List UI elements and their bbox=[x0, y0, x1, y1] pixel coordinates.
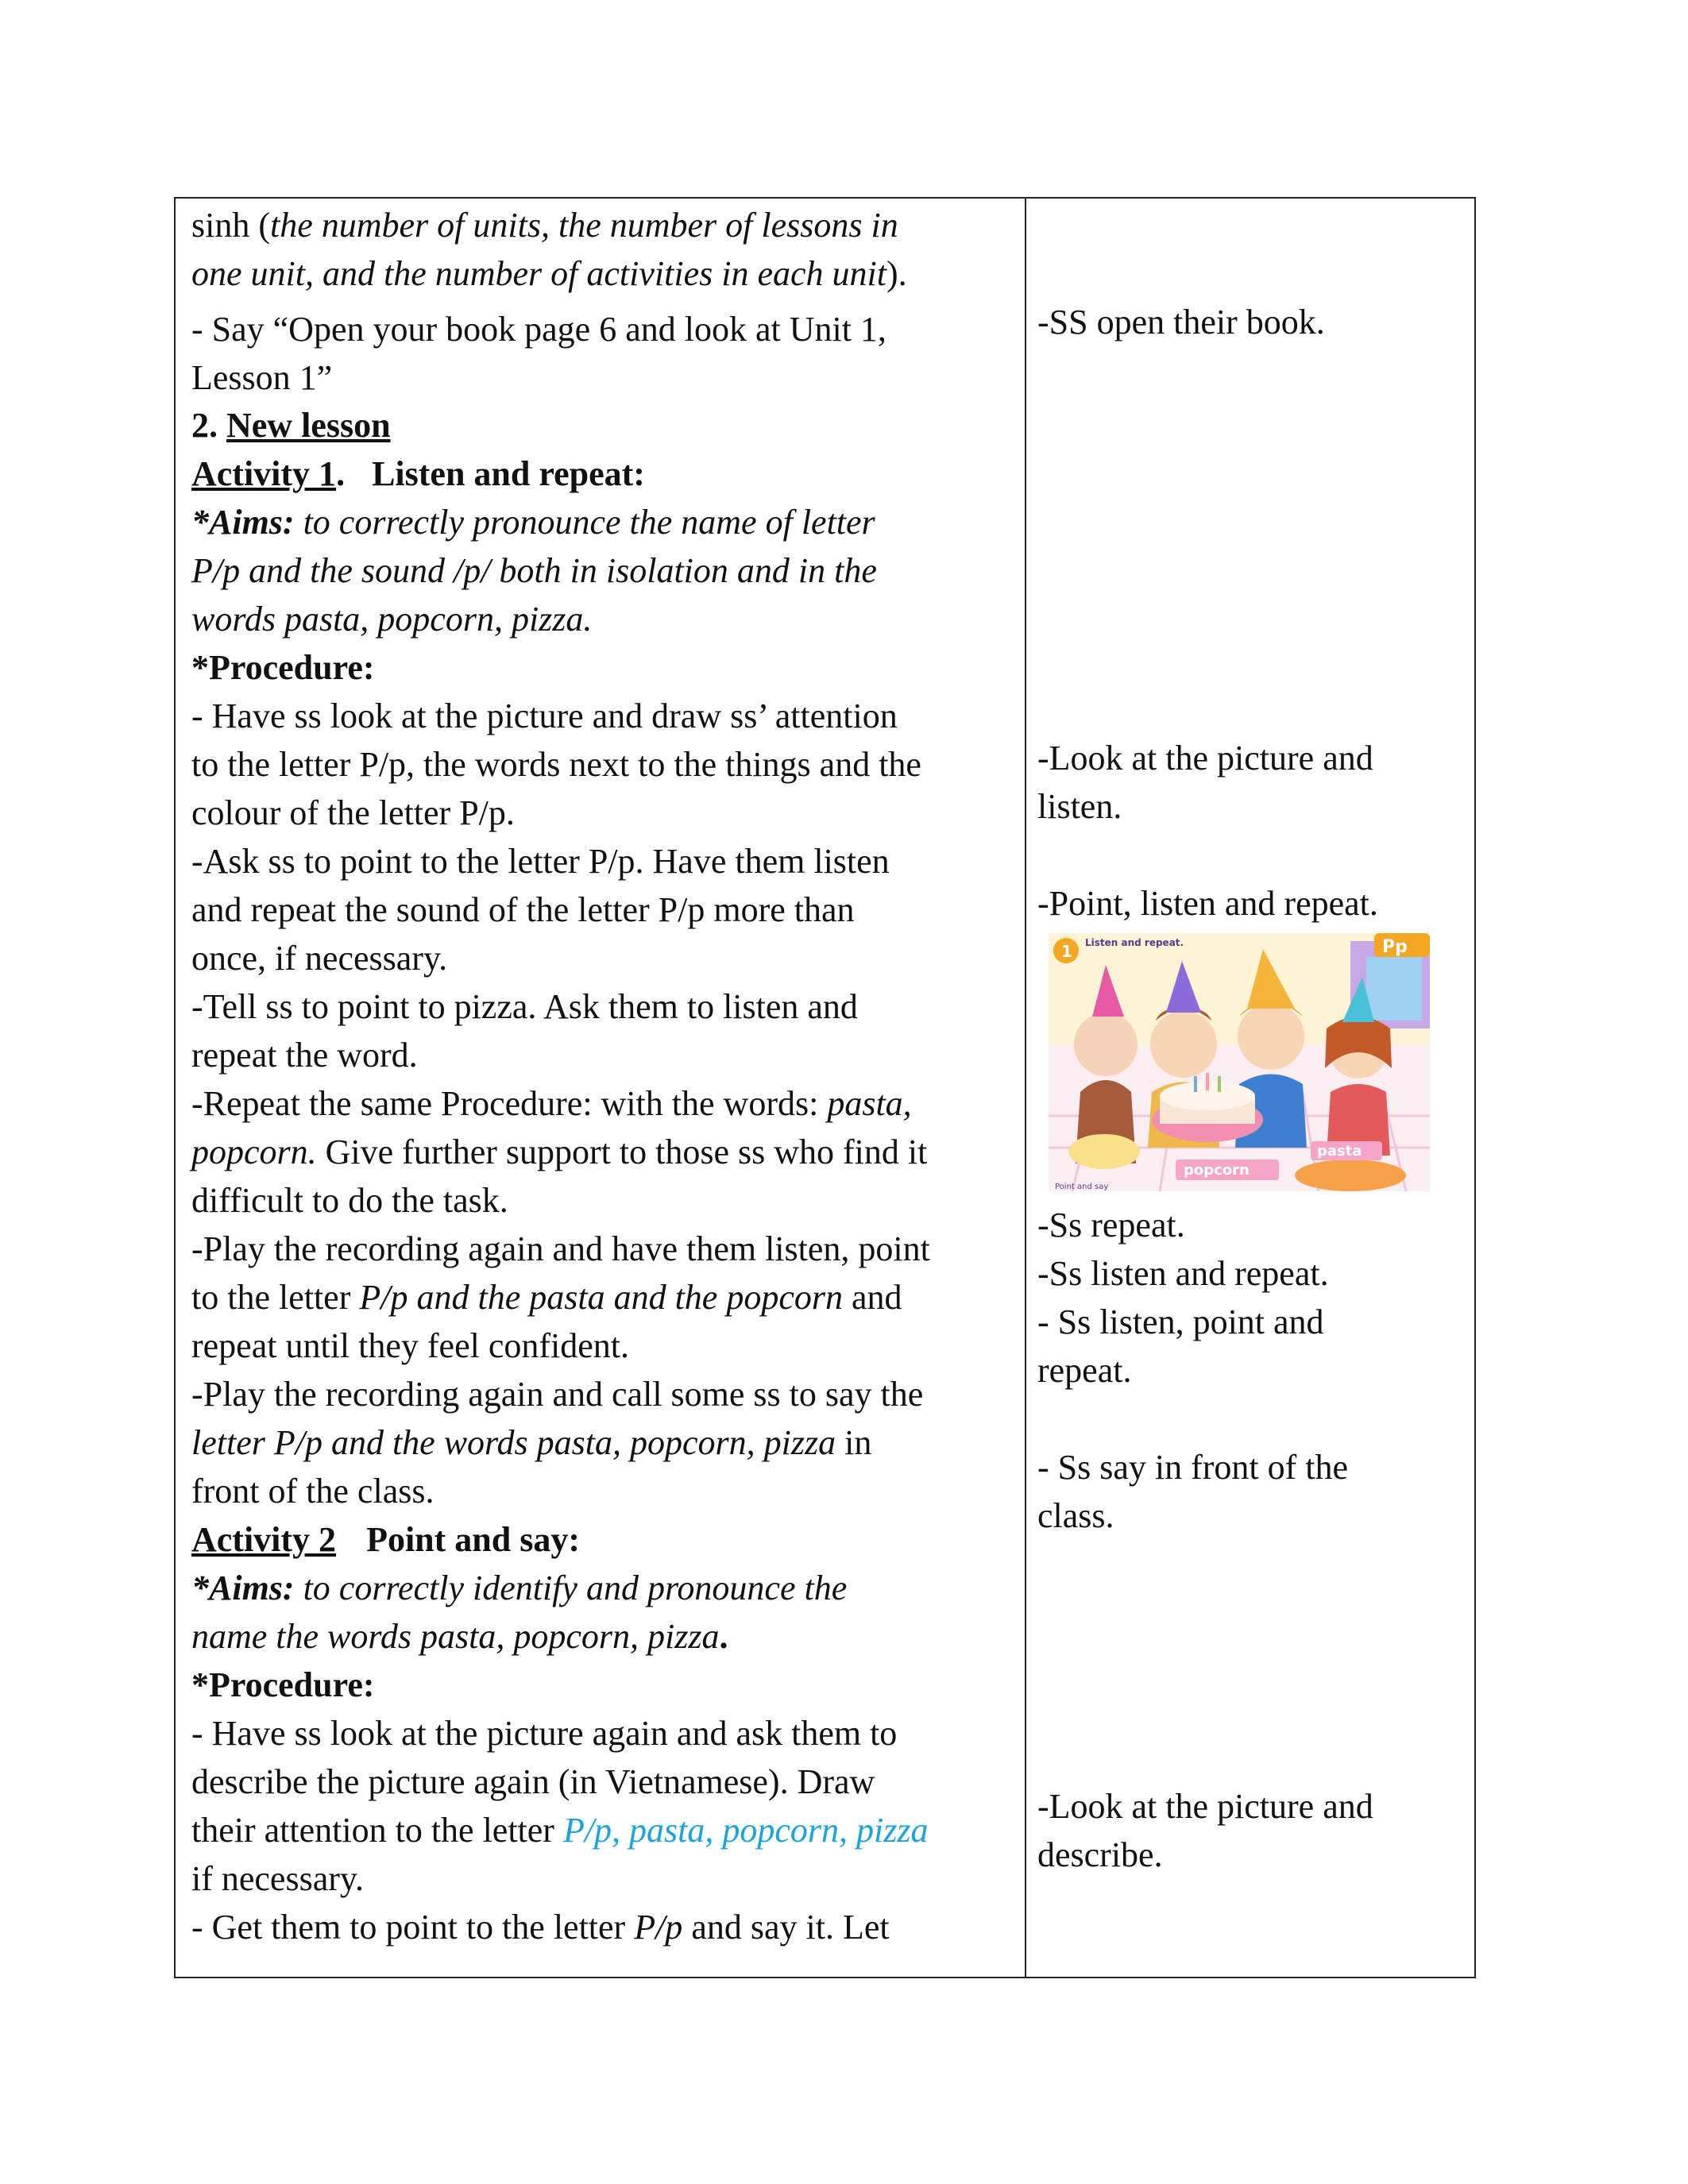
text-line: -Repeat the same Procedure: with the words: pasta, bbox=[191, 1084, 912, 1123]
text-line: -Point, listen and repeat. bbox=[1037, 884, 1378, 923]
text-line: their attention to the letter P/p, pasta, popcorn, pizza bbox=[191, 1811, 929, 1850]
text-line: repeat until they feel confident. bbox=[191, 1326, 629, 1365]
text-line: - Have ss look at the picture again and ask them to bbox=[191, 1714, 898, 1753]
text-line: to the letter P/p and the pasta and the popcorn and bbox=[191, 1278, 902, 1317]
text-line: one unit, and the number of activities in each unit). bbox=[191, 254, 907, 293]
aims-line: *Aims: to correctly pronounce the name of letter bbox=[191, 503, 875, 542]
activity-2-heading: Activity 2 Point and say: bbox=[191, 1520, 581, 1559]
svg-text:Listen and repeat.: Listen and repeat. bbox=[1085, 937, 1184, 948]
text-line: - Ss listen, point and bbox=[1037, 1302, 1324, 1341]
text-line: words pasta, popcorn, pizza. bbox=[191, 600, 593, 639]
text-line: difficult to do the task. bbox=[191, 1181, 508, 1220]
text-line: listen. bbox=[1037, 787, 1122, 826]
text-line: - Ss say in front of the bbox=[1037, 1448, 1349, 1487]
text-line: and repeat the sound of the letter P/p more than bbox=[191, 890, 855, 929]
text-line: -Look at the picture and bbox=[1037, 739, 1373, 778]
text-line: colour of the letter P/p. bbox=[191, 793, 515, 832]
text-line: repeat. bbox=[1037, 1351, 1132, 1390]
svg-text:Pp: Pp bbox=[1382, 937, 1408, 957]
text-line: -SS open their book. bbox=[1037, 303, 1325, 341]
textbook-illustration bbox=[1049, 933, 1430, 1191]
text-line: if necessary. bbox=[191, 1859, 365, 1898]
procedure-heading: *Procedure: bbox=[191, 1665, 375, 1704]
text-line: -Tell ss to point to pizza. Ask them to listen and bbox=[191, 987, 858, 1026]
column-divider bbox=[1025, 199, 1026, 1977]
section-heading: 2. New lesson bbox=[191, 406, 391, 445]
text-line: describe. bbox=[1037, 1835, 1163, 1874]
svg-text:Point and say: Point and say bbox=[1055, 1183, 1109, 1191]
svg-text:pasta: pasta bbox=[1317, 1143, 1362, 1160]
text-line: -Ss repeat. bbox=[1037, 1206, 1185, 1244]
lesson-plan-table bbox=[174, 197, 1476, 1978]
text-line: repeat the word. bbox=[191, 1036, 418, 1075]
svg-text:1: 1 bbox=[1061, 942, 1072, 961]
text-line: describe the picture again (in Vietnamese). Draw bbox=[191, 1762, 875, 1801]
procedure-heading: *Procedure: bbox=[191, 648, 375, 687]
text-line: sinh (the number of units, the number of lessons in bbox=[191, 206, 898, 245]
text-line: -Look at the picture and bbox=[1037, 1787, 1373, 1826]
text-line: -Play the recording again and have them listen, point bbox=[191, 1229, 930, 1268]
text-line: -Play the recording again and call some ss to say the bbox=[191, 1375, 924, 1414]
text-line: - Say “Open your book page 6 and look at Unit 1, bbox=[191, 310, 886, 349]
activity-1-heading: Activity 1. Listen and repeat: bbox=[191, 454, 645, 493]
text-line: to the letter P/p, the words next to the things and the bbox=[191, 745, 921, 784]
text-line: - Get them to point to the letter P/p and say it. Let bbox=[191, 1908, 890, 1947]
text-line: name the words pasta, popcorn, pizza. bbox=[191, 1617, 728, 1656]
text-line: popcorn. Give further support to those ss who find it bbox=[191, 1133, 928, 1171]
party-scene-image bbox=[1049, 933, 1430, 1191]
text-line: - Have ss look at the picture and draw ss’ attention bbox=[191, 696, 898, 735]
text-line: letter P/p and the words pasta, popcorn, pizza in bbox=[191, 1423, 872, 1462]
text-line: -Ss listen and repeat. bbox=[1037, 1254, 1329, 1293]
text-line: once, if necessary. bbox=[191, 939, 448, 978]
text-line: Lesson 1” bbox=[191, 358, 333, 397]
text-line: P/p and the sound /p/ both in isolation and in the bbox=[191, 551, 877, 590]
text-line: class. bbox=[1037, 1496, 1114, 1535]
text-line: front of the class. bbox=[191, 1472, 435, 1511]
aims-line: *Aims: to correctly identify and pronounce the bbox=[191, 1569, 848, 1607]
text-line: -Ask ss to point to the letter P/p. Have them listen bbox=[191, 842, 890, 881]
svg-text:popcorn: popcorn bbox=[1184, 1162, 1250, 1179]
